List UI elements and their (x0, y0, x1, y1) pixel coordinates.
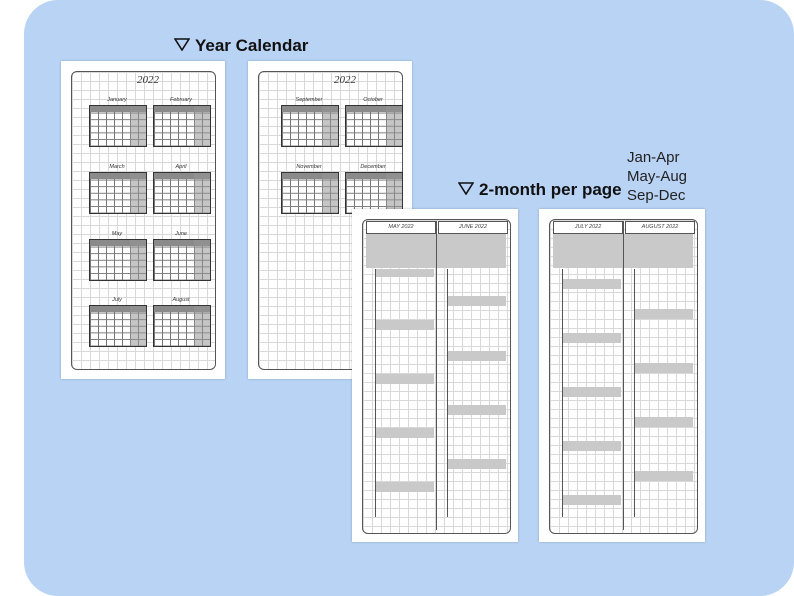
weekend-band (448, 459, 506, 469)
year-title: 2022 (334, 74, 356, 86)
weekend-band (635, 471, 693, 481)
month-name: September (295, 97, 323, 103)
month-header-left: MAY 2022 (366, 221, 436, 234)
month-header-left: JULY 2022 (553, 221, 623, 234)
day-column-line (447, 269, 448, 517)
month-grid (89, 305, 147, 347)
month-name: November (296, 164, 322, 170)
two-month-heading (458, 180, 622, 200)
column-divider (623, 221, 624, 530)
month-name: March (109, 164, 125, 170)
day-column-line (562, 269, 563, 517)
month-grid (153, 305, 211, 347)
month-name: December (360, 164, 386, 170)
month-name: June (175, 231, 187, 237)
month-grid (281, 105, 339, 147)
weekend-band (376, 269, 434, 277)
weekend-band (635, 417, 693, 427)
weekend-band (563, 495, 621, 505)
weekend-band (376, 428, 434, 438)
month-grid (281, 172, 339, 214)
month-page-2 (539, 209, 705, 542)
month-name: April (175, 164, 187, 170)
range-item: Jan-Apr (627, 149, 680, 166)
month-grid (89, 239, 147, 281)
month-header-right: JUNE 2022 (438, 221, 508, 234)
weekend-band (448, 405, 506, 415)
day-column-line (634, 269, 635, 517)
year-page-1 (61, 61, 225, 379)
month-grid (345, 172, 403, 214)
month-grid (89, 105, 147, 147)
month-grid (153, 172, 211, 214)
month-grid (345, 105, 403, 147)
month-name: February (169, 97, 192, 103)
month-grid (153, 105, 211, 147)
month-header-right: AUGUST 2022 (625, 221, 695, 234)
weekend-band (635, 363, 693, 373)
day-column-line (375, 269, 376, 517)
month-page-1 (352, 209, 518, 542)
weekend-band (448, 296, 506, 306)
weekend-band (563, 441, 621, 451)
month-name: October (363, 97, 383, 103)
month-grid (89, 172, 147, 214)
weekend-band (635, 309, 693, 319)
triangle-down-icon (458, 182, 474, 195)
range-item: May-Aug (627, 168, 688, 185)
month-name: August (172, 297, 190, 303)
month-name: July (112, 297, 122, 303)
range-item: Sep-Dec (627, 187, 686, 204)
weekend-band (563, 387, 621, 397)
month-grid (153, 239, 211, 281)
weekend-band (563, 279, 621, 289)
column-divider (436, 221, 437, 530)
weekend-band (376, 374, 434, 384)
triangle-down-icon (174, 38, 190, 51)
weekend-band (376, 320, 434, 330)
weekend-band (563, 333, 621, 343)
year-title: 2022 (137, 74, 159, 86)
month-ranges (627, 148, 687, 205)
year-calendar-heading (174, 36, 308, 56)
year-calendar-label: Year Calendar (195, 36, 309, 55)
weekend-band (376, 482, 434, 492)
weekend-band (448, 351, 506, 361)
two-month-label: 2-month per page (479, 180, 622, 199)
month-name: May (111, 231, 123, 237)
month-name: January (107, 97, 127, 103)
